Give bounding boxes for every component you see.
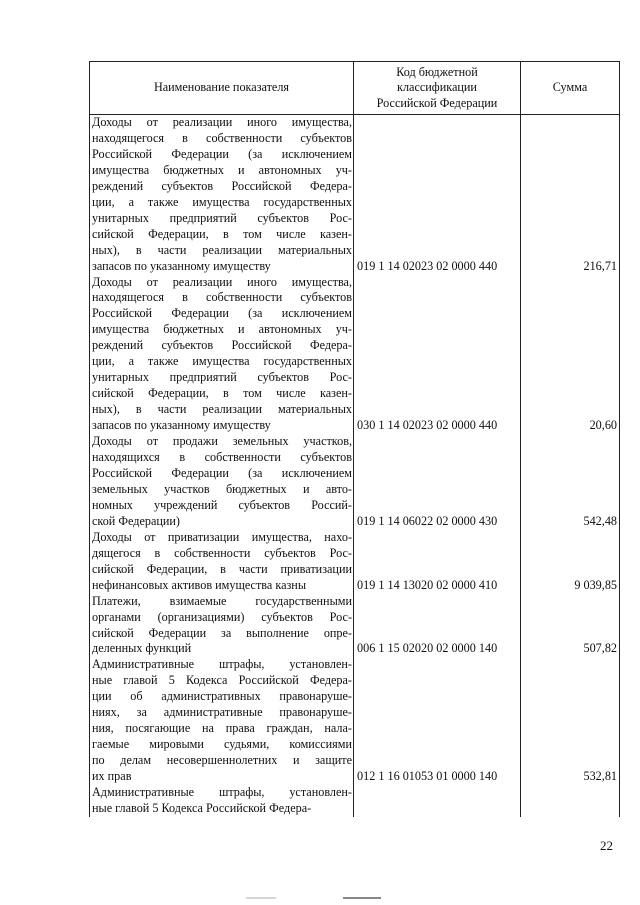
- amount: [521, 785, 620, 817]
- header-sum: Сумма: [521, 62, 620, 115]
- indicator-name-line: реждений субъектов Российской Федера-: [92, 338, 352, 353]
- indicator-name-line: Российской Федерации (за исключением: [92, 465, 352, 480]
- indicator-name-line: сийской Федерации за выполнение опре-: [92, 625, 352, 640]
- indicator-name-line: сийской Федерации, в том числе казен-: [92, 226, 352, 241]
- indicator-name-line: дящегося в собственности субъектов Рос-: [92, 545, 352, 560]
- indicator-name-line: унитарных предприятий субъектов Рос-: [92, 210, 352, 225]
- indicator-name-line: имущества бюджетных и автономных уч-: [92, 162, 352, 177]
- budget-code: 012 1 16 01053 01 0000 140: [354, 657, 521, 785]
- indicator-name-line: имущества бюджетных и автономных уч-: [92, 322, 352, 337]
- indicator-name-line: нефинансовых активов имущества казны: [92, 577, 307, 592]
- table-row: [90, 785, 620, 817]
- indicator-name-line: реждений субъектов Российской Федера-: [92, 178, 352, 193]
- indicator-name-line: ные главой 5 Кодекса Российской Федера-: [92, 673, 352, 688]
- budget-code: 019 1 14 02023 02 0000 440: [354, 115, 521, 275]
- amount: 507,82: [521, 594, 620, 658]
- indicator-name-line: земельных участков бюджетных и авто-: [92, 481, 352, 496]
- indicator-name-line: запасов по указанному имуществу: [92, 258, 271, 273]
- indicator-name-line: ниях, за административные правонаруше-: [92, 705, 352, 720]
- budget-code: 019 1 14 13020 02 0000 410: [354, 530, 521, 594]
- indicator-name-line: органами (организациями) субъектов Рос-: [92, 609, 352, 624]
- indicator-name: [90, 785, 354, 817]
- indicator-name-line: находящегося в собственности субъектов: [92, 130, 352, 145]
- indicator-name-line: находящегося в собственности субъектов: [92, 290, 352, 305]
- table-header-row: [90, 62, 620, 115]
- scan-artifact-left: [246, 897, 276, 899]
- indicator-name-line: ции об административных правонаруше-: [92, 689, 352, 704]
- indicator-name: [90, 657, 354, 785]
- indicator-name-line: Административные штрафы, установлен-: [92, 785, 352, 800]
- indicator-name: [90, 594, 354, 658]
- header-name: Наименование показателя: [90, 62, 354, 115]
- table-row: [90, 594, 620, 658]
- amount: 532,81: [521, 657, 620, 785]
- indicator-name-line: номных учреждений субъектов Россий-: [92, 497, 352, 512]
- indicator-name-line: Административные штрафы, установлен-: [92, 657, 352, 672]
- indicator-name-line: ции, а также имущества государственных: [92, 354, 352, 369]
- indicator-name-line: находящихся в собственности субъектов: [92, 450, 352, 465]
- budget-code: 030 1 14 02023 02 0000 440: [354, 275, 521, 435]
- indicator-name: [90, 434, 354, 530]
- header-code: Код бюджетной классификации Российской Федерации: [354, 62, 521, 115]
- indicator-name-line: Российской Федерации (за исключением: [92, 306, 352, 321]
- indicator-name-line: по делам несовершеннолетних и защите: [92, 753, 352, 768]
- indicator-name-line: Российской Федерации (за исключением: [92, 146, 352, 161]
- indicator-name-line: ния, посягающие на права граждан, нала-: [92, 721, 352, 736]
- table-row: [90, 530, 620, 594]
- indicator-name-line: их прав: [92, 769, 132, 784]
- amount: 542,48: [521, 434, 620, 530]
- indicator-name-line: Доходы от реализации иного имущества,: [92, 274, 352, 289]
- table-row: [90, 115, 620, 275]
- budget-revenue-table: [89, 61, 620, 817]
- indicator-name-line: деленных функций: [92, 641, 192, 656]
- indicator-name-line: сийской Федерации, в том числе казен-: [92, 386, 352, 401]
- indicator-name: [90, 275, 354, 435]
- table-body: [90, 115, 620, 817]
- indicator-name-line: ской Федерации): [92, 513, 180, 528]
- amount: 9 039,85: [521, 530, 620, 594]
- indicator-name-line: запасов по указанному имуществу: [92, 418, 271, 433]
- indicator-name: [90, 115, 354, 275]
- indicator-name-line: ных), в части реализации материальных: [92, 242, 352, 257]
- indicator-name-line: Платежи, взимаемые государственными: [92, 593, 352, 608]
- indicator-name-line: унитарных предприятий субъектов Рос-: [92, 370, 352, 385]
- budget-code: 019 1 14 06022 02 0000 430: [354, 434, 521, 530]
- indicator-name-line: гаемые мировыми судьями, комиссиями: [92, 737, 352, 752]
- indicator-name-line: Доходы от продажи земельных участков,: [92, 434, 352, 449]
- indicator-name-line: Доходы от приватизации имущества, нахо-: [92, 529, 352, 544]
- table-row: [90, 657, 620, 785]
- indicator-name-line: сийской Федерации, в части приватизации: [92, 561, 352, 576]
- page-number: 22: [600, 838, 613, 853]
- budget-code: 006 1 15 02020 02 0000 140: [354, 594, 521, 658]
- indicator-name: [90, 530, 354, 594]
- amount: 216,71: [521, 115, 620, 275]
- indicator-name-line: ных), в части реализации материальных: [92, 402, 352, 417]
- budget-code: [354, 785, 521, 817]
- indicator-name-line: ции, а также имущества государственных: [92, 194, 352, 209]
- table-row: [90, 434, 620, 530]
- table-row: [90, 275, 620, 435]
- indicator-name-line: Доходы от реализации иного имущества,: [92, 115, 352, 129]
- scan-artifact-right: [343, 897, 381, 899]
- indicator-name-line: ные главой 5 Кодекса Российской Федера-: [92, 800, 312, 815]
- amount: 20,60: [521, 275, 620, 435]
